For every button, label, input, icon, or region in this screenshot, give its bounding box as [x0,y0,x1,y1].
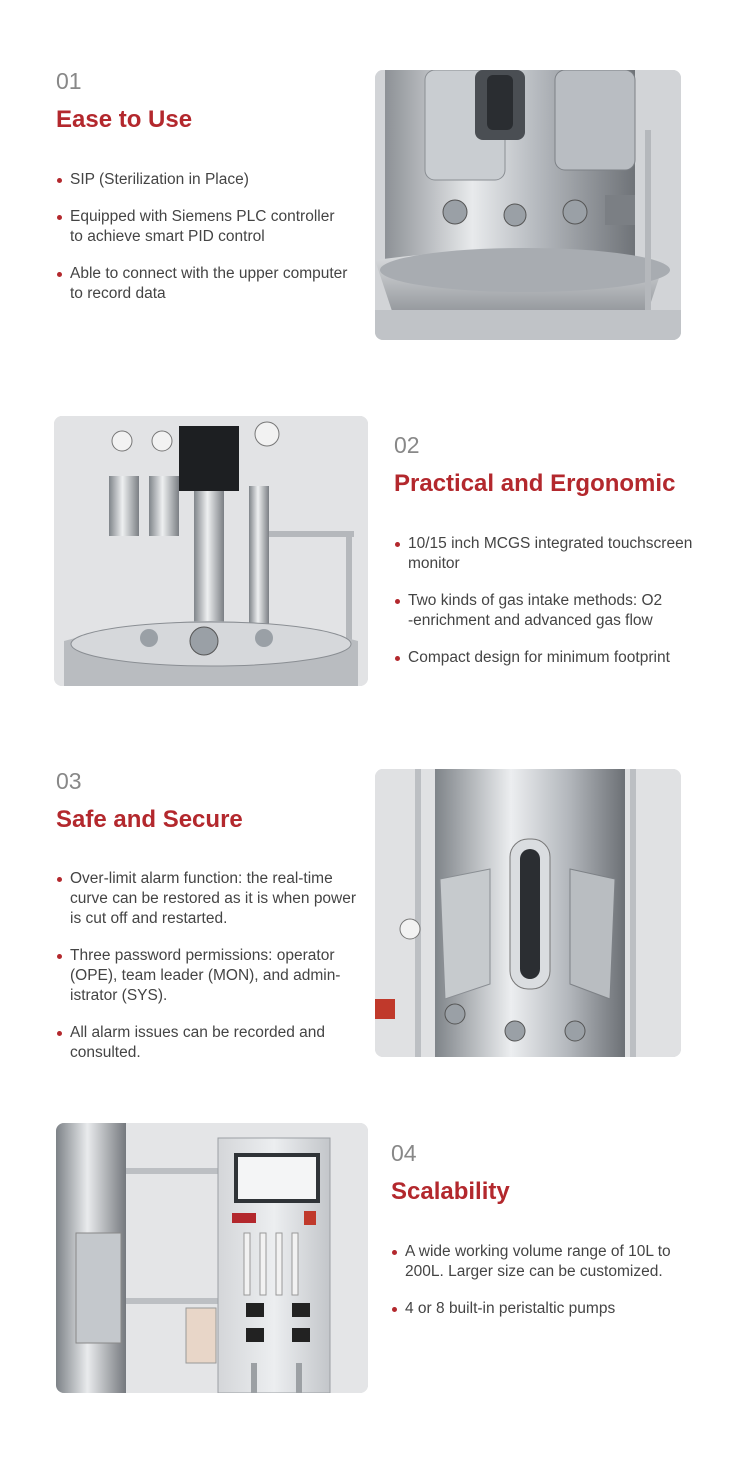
feature-item: Able to connect with the upper computer to record data [56,264,347,304]
feature-item: Over-limit alarm function: the real-time curve can be restored as it is when power is cut off and restarted. [56,869,356,929]
section-number: 01 [56,68,82,94]
feature-list [56,869,356,1080]
section-number: 02 [394,432,420,458]
section-number: 04 [391,1140,417,1166]
feature-item: Two kinds of gas intake methods: O2 -enrichment and advanced gas flow [394,591,692,631]
section-title: Safe and Secure [56,806,243,833]
bioreactor-control-cabinet-photo [56,1123,368,1393]
section-title: Scalability [391,1178,510,1205]
feature-list [391,1242,671,1336]
feature-item: Compact design for minimum footprint [394,648,692,668]
feature-item: 4 or 8 built-in peristaltic pumps [391,1299,671,1319]
feature-section-01 [0,0,750,360]
feature-item: Three password permissions: operator (OPE), team leader (MON), and admin- istrator (SYS). [56,946,356,1006]
section-title: Ease to Use [56,106,193,133]
section-number: 03 [56,768,82,794]
feature-section-02 [0,360,750,730]
section-title: Practical and Ergonomic [394,470,676,497]
bioreactor-top-motor-photo [54,416,368,686]
feature-item: A wide working volume range of 10L to 200L. Larger size can be customized. [391,1242,671,1282]
bioreactor-sight-glass-photo [375,769,681,1057]
feature-list [56,170,347,321]
feature-section-04 [0,1100,750,1471]
feature-item: 10/15 inch MCGS integrated touchscreen monitor [394,534,692,574]
feature-item: Equipped with Siemens PLC controller to achieve smart PID control [56,207,347,247]
feature-item: SIP (Sterilization in Place) [56,170,347,190]
feature-section-03 [0,730,750,1100]
bioreactor-vessel-base-photo [375,70,681,340]
feature-list [394,534,692,685]
feature-item: All alarm issues can be recorded and consulted. [56,1023,356,1063]
